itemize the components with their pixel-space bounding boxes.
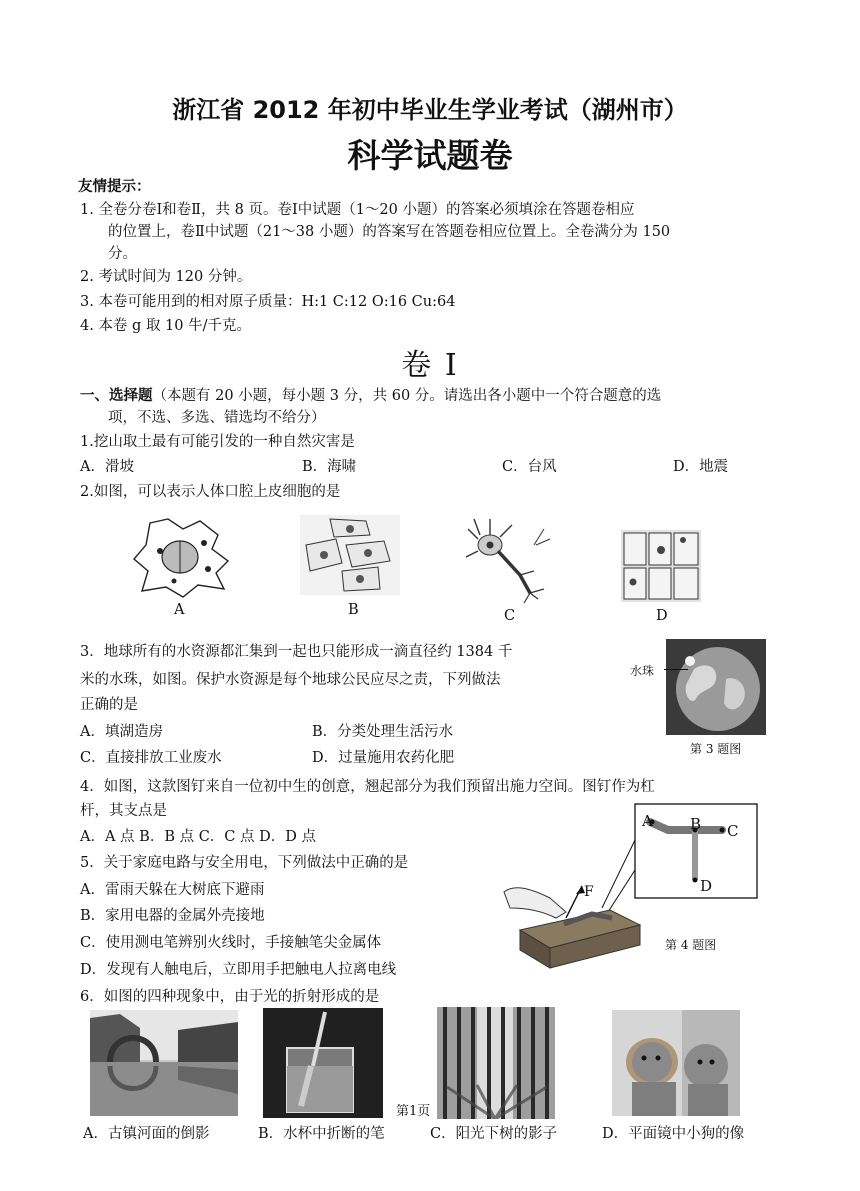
q2-figure-b <box>300 515 400 595</box>
q3-label-pointer <box>664 669 688 670</box>
q2-label-d: D <box>656 608 668 624</box>
tip-line-1: 1. 全卷分卷Ⅰ和卷Ⅱ，共 8 页。卷Ⅰ中试题（1～20 小题）的答案必须填涂在答题卷相应 <box>80 202 635 218</box>
q6-figure-a <box>90 1010 238 1116</box>
q5-option-c: C．使用测电笔辨别火线时，手接触笔尖金属体 <box>80 935 382 951</box>
tip-line-3: 分。 <box>108 246 137 262</box>
tip-line-4: 2. 考试时间为 120 分钟。 <box>80 269 252 285</box>
q4-line-2: 杆，其支点是 <box>80 803 167 819</box>
q2-label-c: C <box>504 608 516 624</box>
tip-line-2: 的位置上，卷Ⅱ中试题（21～38 小题）的答案写在答题卷相应位置上。全卷满分为 150 <box>108 224 671 240</box>
q1-option-c: C．台风 <box>502 459 557 475</box>
q6-option-b: B．水杯中折断的笔 <box>258 1126 385 1142</box>
q4-options: A．A 点 B．B 点 C．C 点 D．D 点 <box>80 829 316 845</box>
q2-figure-d <box>621 530 701 602</box>
q2-figure-a <box>128 515 238 600</box>
part1-desc: （本题有 20 小题，每小题 3 分，共 60 分。请选出各小题中一个符合题意的选 <box>152 388 662 404</box>
q3-figure-caption: 第 3 题图 <box>690 742 742 756</box>
q2-label-b: B <box>348 602 359 618</box>
q6-option-a: A．古镇河面的倒影 <box>83 1126 210 1142</box>
q4-point-b: B <box>690 815 702 833</box>
q3-line-3: 正确的是 <box>80 697 138 713</box>
q4-line-1: 4．如图，这款图钉来自一位初中生的创意，翘起部分为我们预留出施力空间。图钉作为杠 <box>80 779 655 795</box>
paper-subtitle: 科学试题卷 <box>347 136 513 175</box>
q5-option-b: B．家用电器的金属外壳接地 <box>80 908 265 924</box>
section-title: 卷 Ⅰ <box>401 348 459 383</box>
q3-water-drop-label: 水珠 <box>630 664 655 678</box>
q6-option-d: D．平面镜中小狗的像 <box>602 1126 745 1142</box>
part1-desc-2: 项，不选、多选、错选均不给分） <box>108 410 326 426</box>
page-number: 第1页 <box>396 1104 431 1119</box>
q5-option-d: D．发现有人触电后，立即用手把触电人拉离电线 <box>80 962 397 978</box>
q3-line-1: 3．地球所有的水资源都汇集到一起也只能形成一滴直径约 1384 千 <box>80 644 513 660</box>
q4-force-f: F <box>584 884 594 900</box>
q2-label-a: A <box>174 602 185 618</box>
exam-title: 浙江省 2012 年初中毕业生学业考试（湖州市） <box>172 96 688 124</box>
q5-option-a: A．雷雨天躲在大树底下避雨 <box>80 882 265 898</box>
q6-figure-b <box>263 1008 383 1118</box>
q3-option-b: B．分类处理生活污水 <box>312 724 454 740</box>
q1-option-d: D．地震 <box>673 459 729 475</box>
part1-heading: 一、选择题 <box>80 388 153 404</box>
q2-figure-c <box>464 515 554 605</box>
tip-line-6: 4. 本卷 g 取 10 牛/千克。 <box>80 318 251 334</box>
tip-line-5: 3. 本卷可能用到的相对原子质量：H:1 C:12 O:16 Cu:64 <box>80 294 456 310</box>
q6-figure-c <box>437 1007 555 1119</box>
q1-option-b: B．海啸 <box>302 459 357 475</box>
q4-point-d: D <box>700 877 713 895</box>
q3-option-a: A．填湖造房 <box>80 724 163 740</box>
q6-stem: 6．如图的四种现象中，由于光的折射形成的是 <box>80 989 380 1005</box>
q6-option-c: C．阳光下树的影子 <box>430 1126 558 1142</box>
q1-option-a: A．滑坡 <box>80 459 134 475</box>
tips-heading: 友情提示： <box>78 179 151 195</box>
q1-stem: 1.挖山取土最有可能引发的一种自然灾害是 <box>80 434 355 450</box>
q3-option-c: C．直接排放工业废水 <box>80 750 222 766</box>
q4-point-a: A <box>642 812 653 830</box>
q4-pushpin-figure <box>490 800 760 970</box>
q4-point-c: C <box>727 822 739 840</box>
q3-option-d: D．过量施用农药化肥 <box>312 750 455 766</box>
q2-stem: 2.如图，可以表示人体口腔上皮细胞的是 <box>80 484 341 500</box>
q5-stem: 5．关于家庭电路与安全用电，下列做法中正确的是 <box>80 855 409 871</box>
q6-figure-d <box>612 1010 740 1116</box>
q4-figure-caption: 第 4 题图 <box>665 938 717 952</box>
q3-earth-figure <box>666 639 766 735</box>
q3-line-2: 米的水珠，如图。保护水资源是每个地球公民应尽之责，下列做法 <box>80 672 501 688</box>
part1-intro <box>80 386 661 406</box>
